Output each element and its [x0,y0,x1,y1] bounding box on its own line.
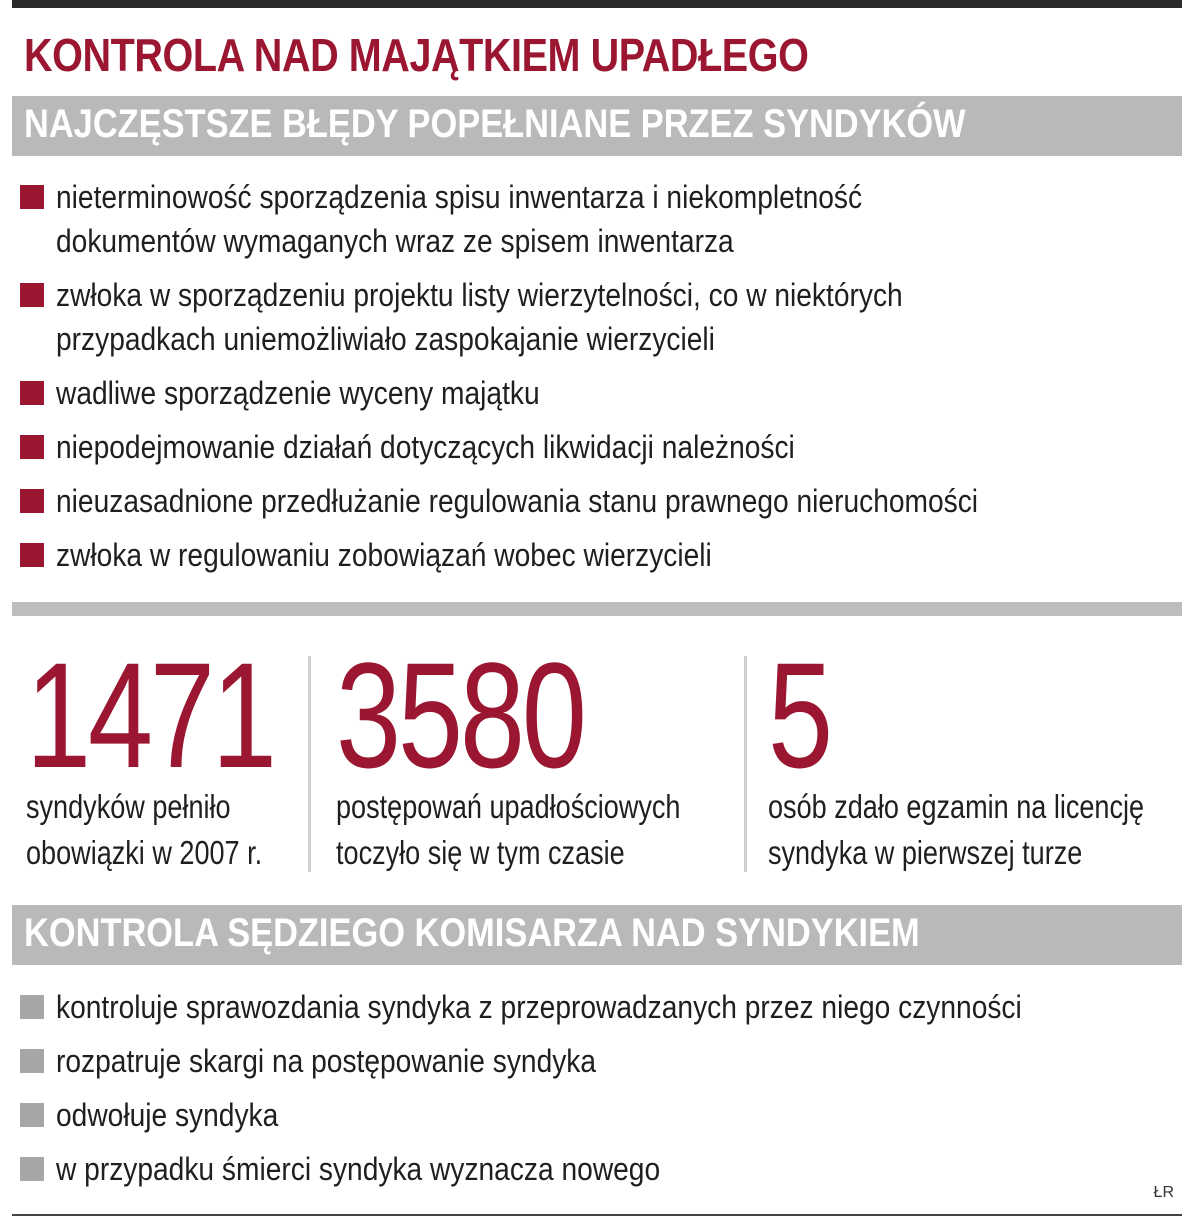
section1-heading: NAJCZĘSTSZE BŁĘDY POPEŁNIANE PRZEZ SYNDYKÓW [24,102,966,146]
list-item [18,533,1104,577]
square-bullet-icon [20,435,44,459]
stat-description-line: osób zdało egzamin na licencję [768,788,1145,825]
stat-value: 5 [768,631,830,799]
stat-syndics [26,631,344,876]
stat-description-line: postępowań upadłościowych [336,788,681,825]
stat-description-line: toczyło się w tym czasie [336,834,625,871]
stat-description-line: syndyków pełniło [26,788,231,825]
errors-list [18,175,1104,587]
square-bullet-icon [20,489,44,513]
stat-value: 3580 [336,631,584,799]
stat-description [768,784,1144,876]
list-item [18,1039,1153,1083]
square-bullet-icon [20,995,44,1019]
list-item-line: nieuzasadnione przedłużanie regulowania stanu prawnego nieruchomości [56,483,979,519]
stat-description [26,784,287,876]
square-bullet-icon [20,283,44,307]
stat-description-line: syndyka w pierwszej turze [768,834,1083,871]
top-rule [12,0,1182,8]
list-item-line: wadliwe sporządzenie wyceny majątku [56,375,540,411]
column-separator [744,656,747,872]
list-item [18,425,1104,469]
square-bullet-icon [20,543,44,567]
stat-proceedings [336,631,756,876]
list-item [18,1093,1153,1137]
list-item-line: niepodejmowanie działań dotyczących likwidacji należności [56,429,795,465]
stat-description-line: obowiązki w 2007 r. [26,834,263,871]
list-item-line: odwołuje syndyka [56,1097,279,1133]
square-bullet-icon [20,185,44,209]
list-item-line: w przypadku śmierci syndyka wyznacza nowego [56,1151,661,1187]
stat-value: 1471 [26,631,274,799]
list-item-line: zwłoka w regulowaniu zobowiązań wobec wierzycieli [56,537,712,573]
list-item [18,1147,1153,1191]
list-item-line: zwłoka w sporządzeniu projektu listy wierzytelności, co w niektórych [56,277,903,313]
list-item [18,985,1153,1029]
list-item [18,175,1104,263]
section2-heading: KONTROLA SĘDZIEGO KOMISARZA NAD SYNDYKIEM [24,911,920,955]
stat-exam [768,631,1200,876]
list-item-line: przypadkach uniemożliwiało zaspokajanie wierzycieli [56,321,715,357]
list-item-line: kontroluje sprawozdania syndyka z przeprowadzanych przez niego czynności [56,989,1022,1025]
square-bullet-icon [20,1103,44,1127]
bottom-rule [12,1214,1182,1216]
square-bullet-icon [20,1157,44,1181]
list-item [18,371,1104,415]
list-item-line: dokumentów wymaganych wraz ze spisem inwentarza [56,223,734,259]
list-item [18,479,1104,523]
stat-description [336,784,680,876]
section2-heading-band [12,905,1182,965]
author-credit: ŁR [1153,1184,1174,1201]
divider [12,602,1182,616]
judge-control-list [18,985,1153,1201]
square-bullet-icon [20,381,44,405]
square-bullet-icon [20,1049,44,1073]
section1-heading-band [12,96,1182,156]
column-separator [308,656,311,872]
main-title: KONTROLA NAD MAJĄTKIEM UPADŁEGO [24,29,809,81]
list-item [18,273,1104,361]
list-item-line: rozpatruje skargi na postępowanie syndyka [56,1043,597,1079]
list-item-line: nieterminowość sporządzenia spisu inwentarza i niekompletność [56,179,863,215]
